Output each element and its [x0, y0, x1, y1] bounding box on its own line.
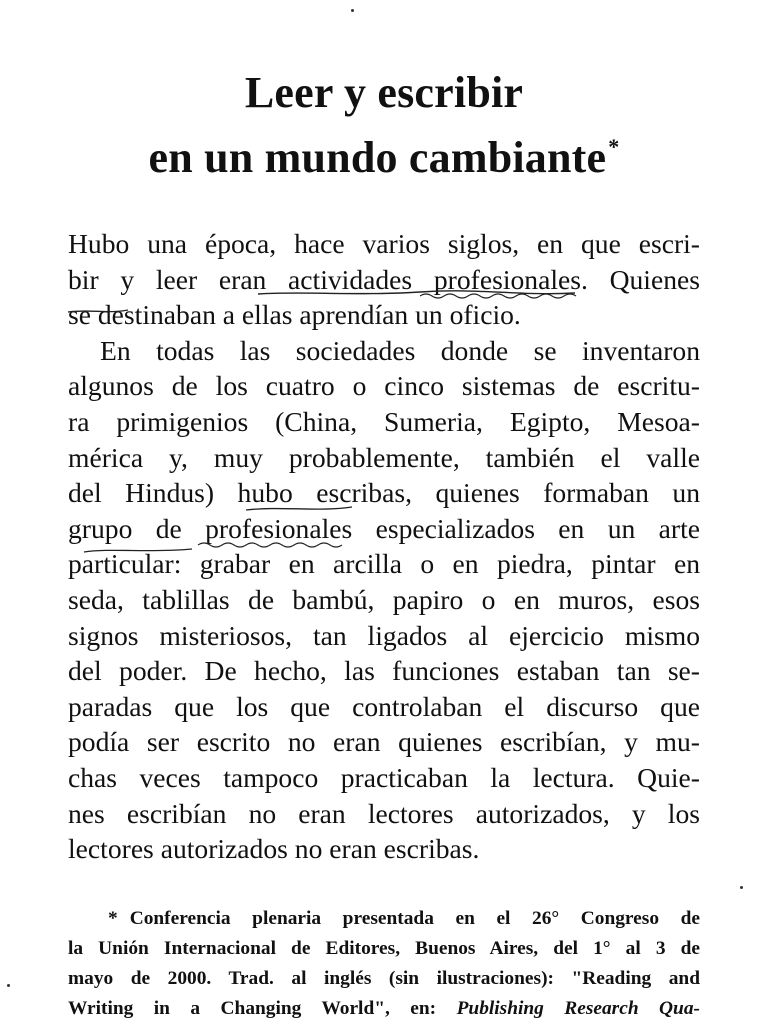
body-line: se destinaban a ellas aprendían un oficio.: [68, 299, 521, 331]
body-line: lectores autorizados no eran escribas.: [68, 833, 480, 865]
body-line: Hubo una época, hace varios siglos, en que escri-: [68, 228, 700, 259]
body-line: chas veces tampoco practicaban la lectura. Quie-: [68, 761, 700, 793]
body-line: particular: grabar en arcilla o en piedra, pintar en: [68, 548, 700, 580]
title-line-2-text: en un mundo cambiante: [148, 133, 607, 182]
body-line: seda, tablillas de bambú, papiro o en muros, esos: [68, 583, 700, 615]
body-line: mérica y, muy probablemente, también el valle: [68, 441, 700, 473]
body-line: grupo de profesionales especializados en un arte: [68, 512, 700, 544]
body-line: ra primigenios (China, Sumeria, Egipto, Mesoa-: [68, 405, 700, 437]
footnote-line-4-text: Writing in a Changing World", en:: [68, 998, 457, 1019]
title-footnote-marker: *: [608, 134, 620, 159]
footnote-line-2: la Unión Internacional de Editores, Buenos Aires, del 1° al 3 de: [68, 938, 700, 959]
body-line: algunos de los cuatro o cinco sistemas de escritu-: [68, 370, 700, 402]
scan-speck: [351, 9, 354, 12]
page-title: [60, 66, 708, 185]
body-line: paradas que los que controlaban el discurso que: [68, 690, 700, 722]
body-line: podía ser escrito no eran quienes escribían, y mu-: [68, 726, 700, 758]
title-line-2: [60, 120, 708, 185]
footnote-line-4: [68, 994, 700, 1024]
footnote-line-1: [68, 904, 700, 934]
body-line: nes escribían no eran lectores autorizados, y los: [68, 797, 700, 829]
footnote-marker: *: [108, 908, 118, 929]
body-line: En todas las sociedades donde se inventaron: [100, 334, 700, 366]
footnote-line-4-journal: Publishing Research Qua-: [456, 998, 700, 1019]
footnote-line-3: mayo de 2000. Trad. al inglés (sin ilustraciones): "Reading and: [68, 968, 700, 989]
body-line: bir y leer eran actividades profesionales. Quienes: [68, 263, 700, 295]
scan-speck: [740, 886, 743, 889]
body-line: signos misteriosos, tan ligados al ejercicio mismo: [68, 619, 700, 651]
body-text: [68, 226, 700, 867]
body-line: del poder. De hecho, las funciones estaban tan se-: [68, 655, 700, 687]
title-line-1: Leer y escribir: [244, 68, 524, 117]
body-line: del Hindus) hubo escribas, quienes formaban un: [68, 477, 700, 509]
footnote-line-1-text: Conferencia plenaria presentada en el 26° Congreso de: [129, 908, 700, 929]
scan-speck: [7, 984, 10, 987]
footnote: [68, 904, 700, 1024]
